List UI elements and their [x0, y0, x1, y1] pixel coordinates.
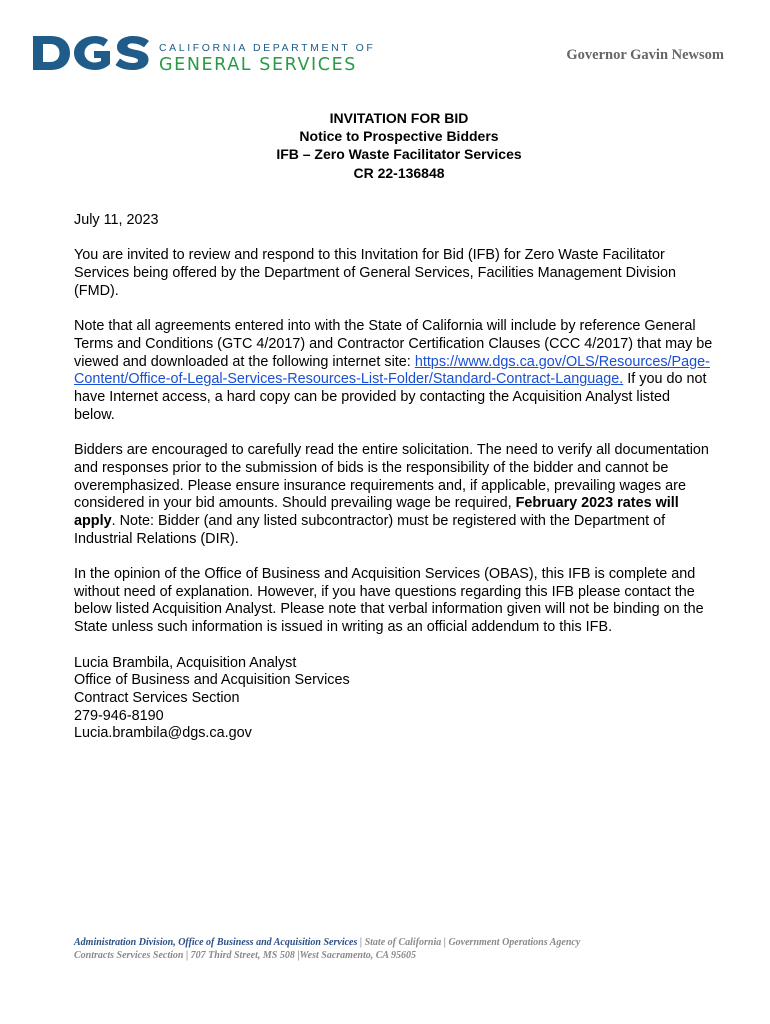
footer-agency: | State of California | Government Operations Agency: [357, 937, 581, 948]
bidders-text: Bidders are encouraged to carefully read the entire solicitation. The need to verify all documentation and responses prior to the submission of bids is the responsibility of the bidder and cannot be overemphasized. Please ensure insurance requirements and, if applicable, prevailing wages are considered in your bid amounts. Should prevailing wage be required,: [74, 442, 709, 512]
contact-phone: 279-946-8190: [74, 707, 164, 724]
logo-line-2: GENERAL SERVICES: [159, 55, 357, 75]
contact-block: [74, 655, 714, 744]
contact-email: Lucia.brambila@dgs.ca.gov: [74, 725, 252, 742]
contact-section: Contract Services Section: [74, 689, 240, 706]
paragraph-bidders: [74, 442, 714, 548]
paragraph-terms: [74, 318, 714, 424]
title-block: [0, 109, 770, 182]
contact-name: Lucia Brambila, Acquisition Analyst: [74, 654, 297, 671]
dgs-logo: [33, 36, 375, 74]
logo-line-1: CALIFORNIA DEPARTMENT OF: [159, 42, 376, 54]
standard-contract-language-link[interactable]: https://www.dgs.ca.gov/OLS/Resources/Page-Content/Office-of-Legal-Services-Resources-List-Folder/Standard-Contract-Language.: [74, 353, 710, 388]
footer-division: Administration Division, Office of Business and Acquisition Services: [74, 937, 358, 948]
terms-text: Note that all agreements entered into with the State of California will include by reference General Terms and Conditions (GTC 4/2017) and Contractor Certification Clauses (CCC 4/2017) that may be viewed and downloaded at the following internet site:: [74, 318, 713, 370]
footer-line-2: Contracts Services Section | 707 Third Street, MS 508 |West Sacramento, CA 95605: [74, 950, 417, 961]
dgs-logo-wordmark: [159, 42, 375, 75]
paragraph-obas: In the opinion of the Office of Business and Acquisition Services (OBAS), this IFB is complete and without need of explanation. However, if you have questions regarding this IFB please contact the below listed Acquisition Analyst. Please note that verbal information given will not be binding on the State unless such information is issued in writing as an official addendum to this IFB.: [74, 566, 704, 636]
page-footer: [74, 936, 714, 962]
footer-line-1: [74, 936, 714, 949]
terms-text-after: If you do not have Internet access, a hard copy can be provided by contacting the Acquisition Analyst listed below.: [74, 371, 707, 423]
title-line-4: CR 22-136848: [353, 164, 445, 181]
letter-date: July 11, 2023: [74, 212, 159, 228]
prevailing-wage-rates: February 2023 rates will apply: [74, 495, 679, 529]
title-line-1: INVITATION FOR BID: [329, 110, 469, 126]
governor-name: Governor Gavin Newsom: [566, 47, 724, 63]
paragraph-invitation: You are invited to review and respond to this Invitation for Bid (IFB) for Zero Waste Facilitator Services being offered by the Department of General Services, Facilities Management Division (FMD).: [74, 247, 677, 299]
bidders-text-after: . Note: Bidder (and any listed subcontractor) must be registered with the Department of Industrial Relations (DIR).: [74, 512, 666, 547]
contact-office: Office of Business and Acquisition Services: [74, 672, 350, 689]
letter-body: [74, 212, 714, 743]
dgs-logo-mark: [33, 36, 151, 70]
title-line-3: IFB – Zero Waste Facilitator Services: [276, 146, 522, 163]
title-line-2: Notice to Prospective Bidders: [299, 128, 499, 145]
